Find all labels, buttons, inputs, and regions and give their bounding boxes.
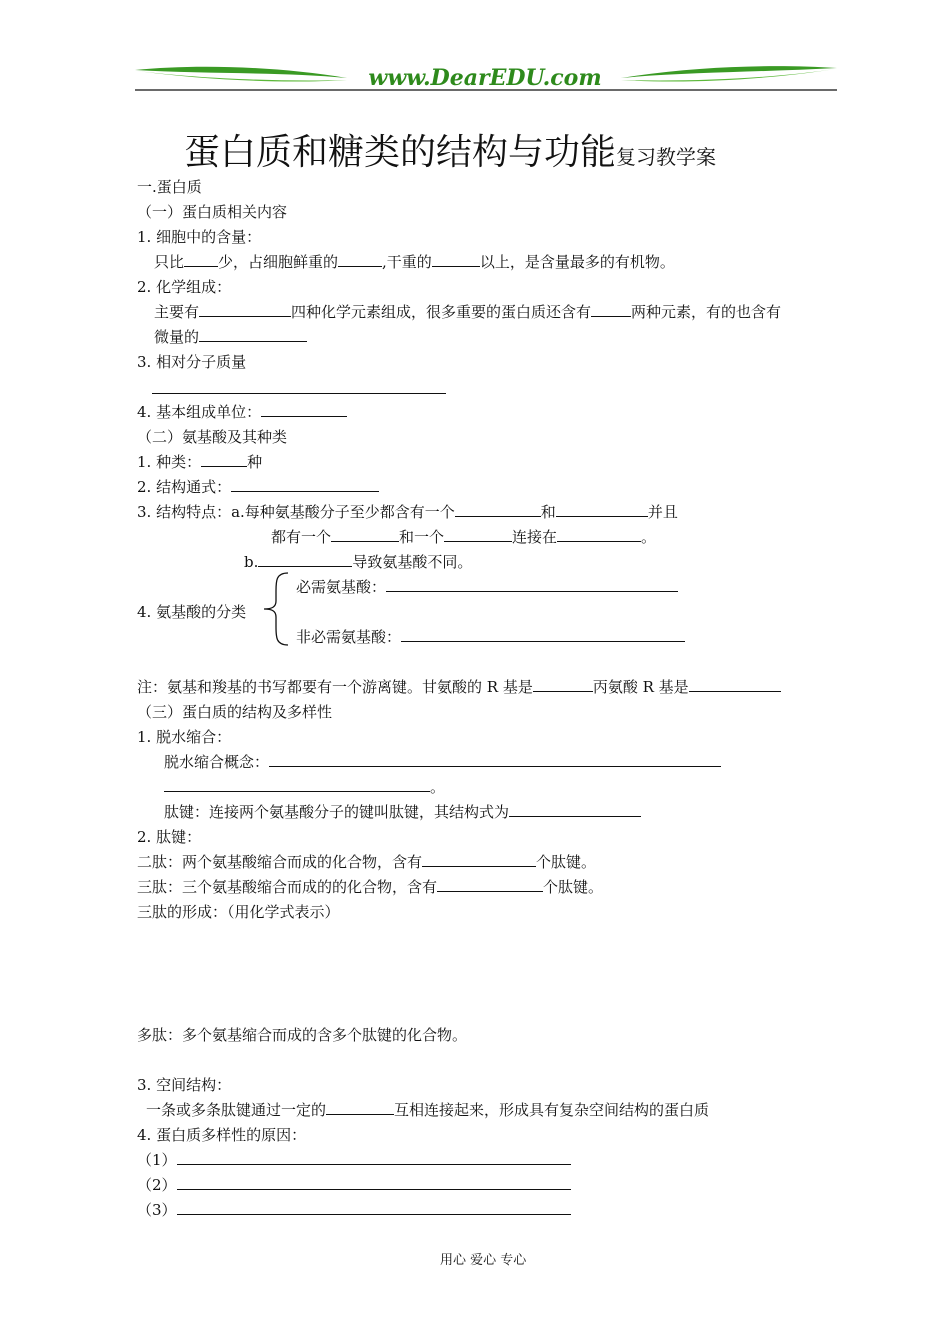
diversity-reason-1: （1） [137, 1149, 571, 1170]
structure-feature-a2: 都有一个 和一个 连接在 。 [271, 528, 657, 546]
diversity-heading: 4. 蛋白质多样性的原因： [137, 1126, 307, 1144]
essential-amino-acid: 必需氨基酸： [296, 576, 678, 597]
tripeptide-line: 三肽：三个氨基酸缩合而成的的化合物，含有 个肽键。 [137, 878, 604, 896]
spatial-structure-heading: 3. 空间结构： [137, 1076, 232, 1094]
section-heading-protein: 一.蛋白质 [137, 178, 202, 196]
structure-feature-a: 3. 结构特点：a.每种氨基酸分子至少都含有一个 和 并且 [137, 503, 678, 521]
dehydration-heading: 1. 脱水缩合： [137, 728, 232, 746]
spatial-structure-text: 一条或多条肽键通过一定的 互相连接起来，形成具有复杂空间结构的蛋白质 [146, 1101, 710, 1119]
subsection-heading-1: （一）蛋白质相关内容 [137, 203, 288, 221]
question-content: 1. 细胞中的含量： [137, 228, 262, 246]
amino-acid-types: 1. 种类： 种 [137, 453, 263, 471]
header-banner [135, 58, 837, 92]
page-footer: 用心 爱心 专心 [440, 1253, 527, 1268]
classification-label: 4. 氨基酸的分类 [137, 603, 247, 621]
subsection-heading-2: （二）氨基酸及其种类 [137, 428, 288, 446]
peptide-bond-formula: 肽键：连接两个氨基酸分子的键叫肽键，其结构式为 [164, 801, 641, 822]
title-main: 蛋白质和糖类的结构与功能 [184, 132, 617, 173]
content-fill-line: 只比 少，占细胞鲜重的 ,干重的 以上，是含量最多的有机物。 [154, 253, 675, 271]
diversity-reason-3: （3） [137, 1199, 571, 1220]
peptide-bond-heading: 2. 肽键： [137, 828, 202, 846]
structure-feature-b: b. 导致氨基酸不同。 [244, 553, 473, 571]
composition-fill-line: 主要有 四种化学元素组成，很多重要的蛋白质还含有 两种元素，有的也含有 [154, 303, 782, 321]
nonessential-amino-acid: 非必需氨基酸： [296, 626, 685, 647]
dipeptide-line: 二肽：两个氨基酸缩合而成的化合物，含有 个肽键。 [137, 853, 597, 871]
polypeptide-line: 多肽：多个氨基缩合而成的含多个肽键的化合物。 [137, 1026, 468, 1044]
left-swoosh [135, 67, 347, 78]
general-formula: 2. 结构通式： [137, 476, 379, 497]
note-line: 注：氨基和羧基的书写都要有一个游离键。甘氨酸的 R 基是 丙氨酸 R 基是 [137, 676, 781, 697]
question-molecular-mass: 3. 相对分子质量 [137, 353, 247, 371]
subsection-heading-3: （三）蛋白质的结构及多样性 [137, 703, 333, 721]
title-sub: 复习教学案 [616, 145, 717, 169]
diversity-reason-2: （2） [137, 1174, 571, 1195]
site-logo-text: www.DearEDU.com [368, 65, 602, 91]
question-composition: 2. 化学组成： [137, 278, 232, 296]
tripeptide-formation: 三肽的形成：（用化学式表示） [137, 903, 340, 921]
composition-fill-line-2: 微量的 [154, 326, 307, 347]
right-swoosh [621, 66, 837, 78]
question-basic-unit: 4. 基本组成单位： [137, 401, 347, 422]
curly-brace [262, 571, 292, 647]
page-title [184, 124, 716, 175]
dehydration-concept: 脱水缩合概念： [164, 751, 721, 772]
molecular-mass-blank [152, 378, 446, 398]
dehydration-concept-cont: 。 [164, 776, 445, 797]
